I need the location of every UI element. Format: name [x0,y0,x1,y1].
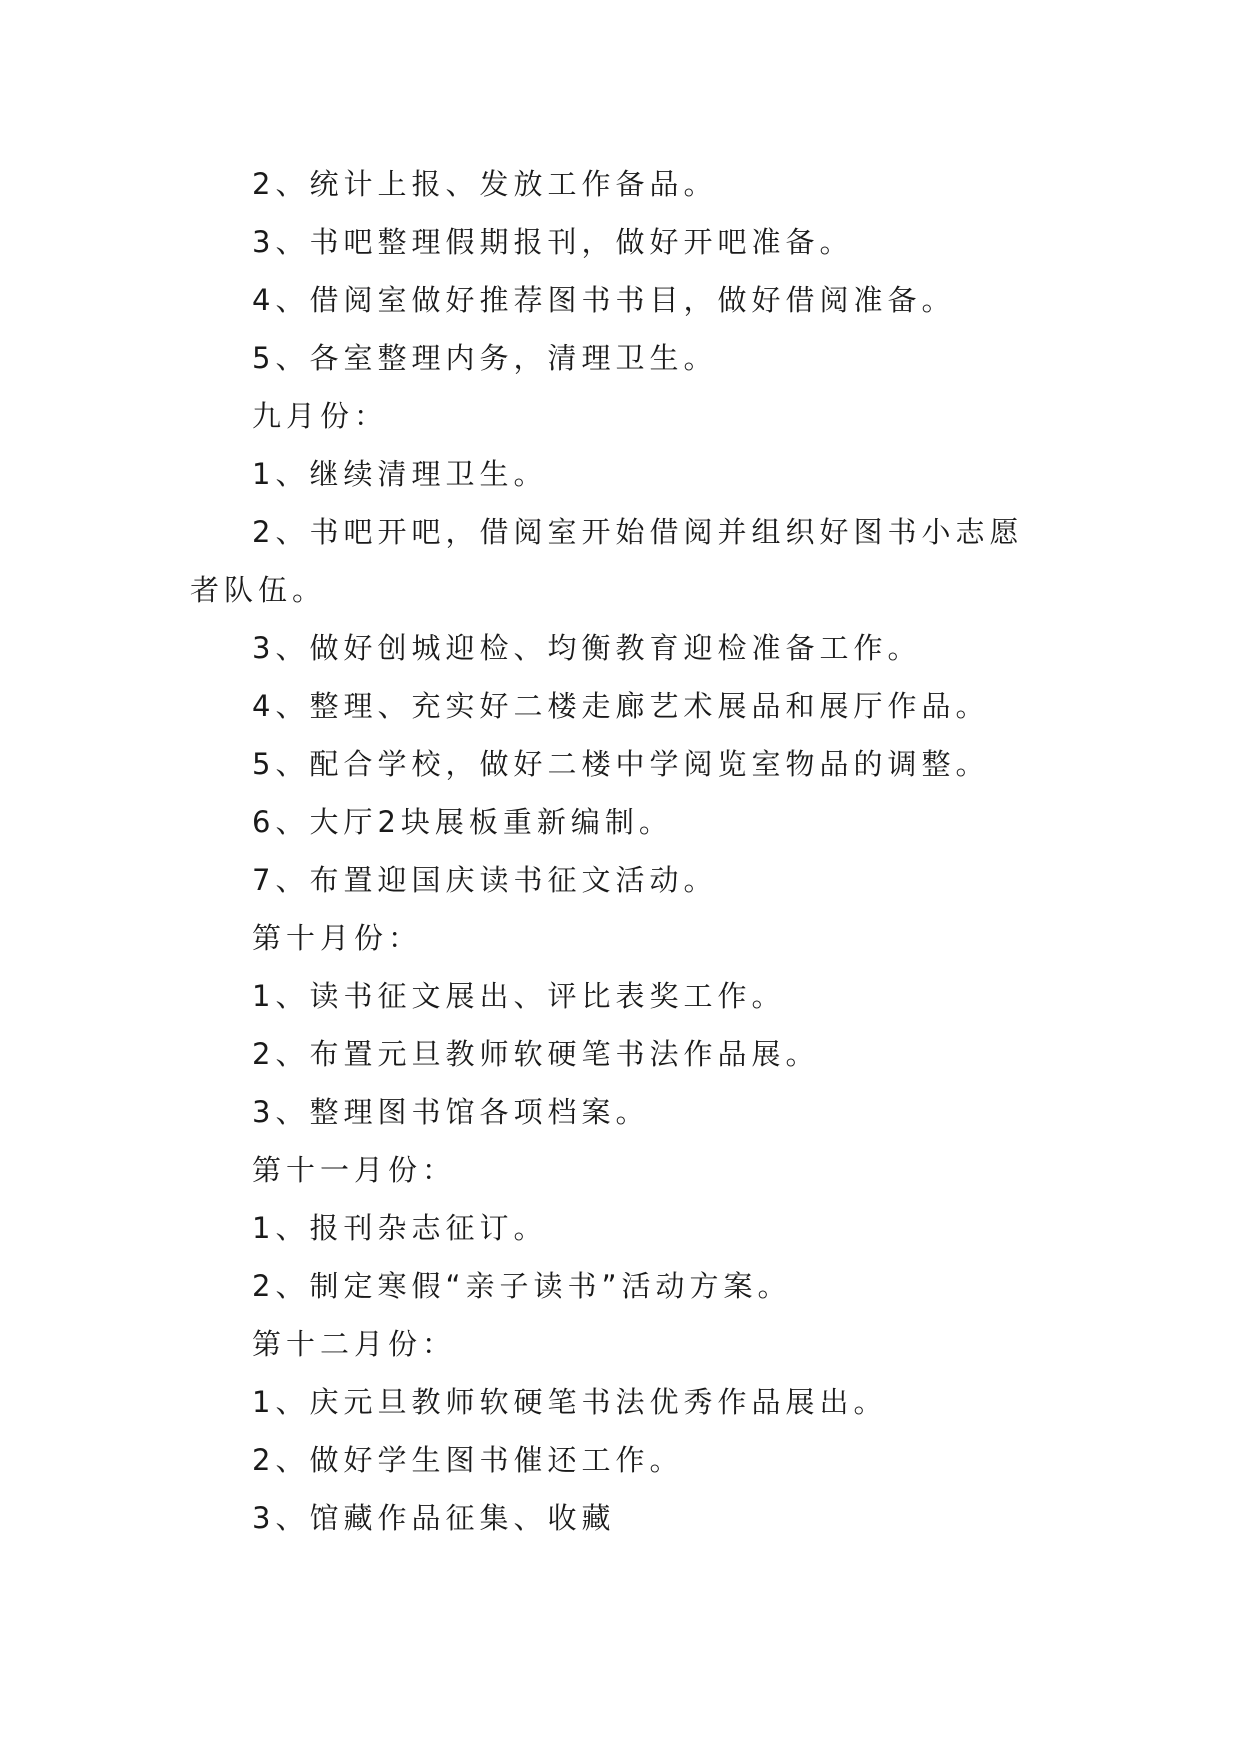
list-item: 1、庆元旦教师软硬笔书法优秀作品展出。 [252,1385,888,1419]
list-item: 5、各室整理内务，清理卫生。 [252,341,718,375]
list-item: 1、报刊杂志征订。 [252,1211,548,1245]
list-item: 3、馆藏作品征集、收藏 [252,1501,616,1535]
section-heading: 第十二月份： [252,1327,457,1361]
section-heading: 第十月份： [252,921,423,955]
list-item: 2、统计上报、发放工作备品。 [252,167,718,201]
list-item: 2、书吧开吧，借阅室开始借阅并组织好图书小志愿者队伍。 [190,515,1024,607]
list-item: 2、制定寒假“亲子读书”活动方案。 [252,1269,792,1303]
list-item: 2、做好学生图书催还工作。 [252,1443,684,1477]
list-item: 5、配合学校，做好二楼中学阅览室物品的调整。 [252,747,990,781]
list-item: 4、借阅室做好推荐图书书目，做好借阅准备。 [252,283,956,317]
list-item: 3、整理图书馆各项档案。 [252,1095,650,1129]
list-item: 4、整理、充实好二楼走廊艺术展品和展厅作品。 [252,689,990,723]
list-item: 6、大厅2块展板重新编制。 [252,805,673,839]
list-item: 7、布置迎国庆读书征文活动。 [252,863,718,897]
list-item: 2、布置元旦教师软硬笔书法作品展。 [252,1037,820,1071]
list-item: 1、读书征文展出、评比表奖工作。 [252,979,786,1013]
section-heading: 九月份： [252,399,389,433]
list-item: 1、继续清理卫生。 [252,457,548,491]
list-item: 3、书吧整理假期报刊，做好开吧准备。 [252,225,854,259]
list-item: 3、做好创城迎检、均衡教育迎检准备工作。 [252,631,922,665]
section-heading: 第十一月份： [252,1153,457,1187]
document-body [190,155,1050,1547]
